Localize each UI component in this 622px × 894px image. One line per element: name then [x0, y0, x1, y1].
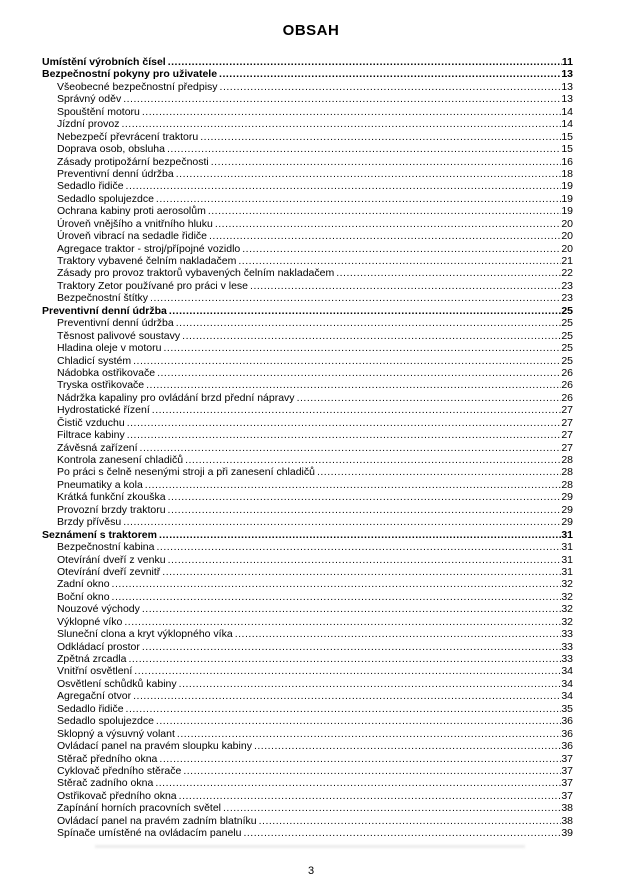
- toc-entry: [42, 56, 573, 68]
- toc-entry: [42, 118, 573, 130]
- toc-entry: [42, 504, 573, 516]
- toc-entry-label: Zapínání horních pracovních světel: [57, 802, 222, 815]
- toc-leader-dots: [223, 802, 561, 814]
- toc-entry-label: Preventivní denní údržba: [57, 317, 174, 330]
- toc-leader-dots: [142, 603, 561, 615]
- toc-entry: [42, 466, 573, 478]
- toc-entry: [42, 143, 573, 155]
- toc-leader-dots: [133, 690, 561, 702]
- toc-entry-label: Preventivní denní údržba: [57, 167, 174, 180]
- toc-entry: [42, 491, 573, 503]
- toc-entry: [42, 131, 573, 143]
- toc-entry-page: 14: [561, 118, 573, 131]
- toc-leader-dots: [211, 156, 562, 168]
- toc-entry: [42, 641, 573, 653]
- toc-leader-dots: [167, 143, 561, 155]
- toc-leader-dots: [150, 292, 561, 304]
- toc-entry-label: Výklopné víko: [57, 615, 123, 628]
- toc-entry-label: Zpětná zrcadla: [57, 653, 127, 665]
- toc-leader-dots: [124, 616, 561, 628]
- toc-entry-page: 27: [561, 441, 573, 454]
- toc-entry-page: 34: [561, 665, 573, 678]
- toc-entry-page: 31: [561, 553, 573, 566]
- toc-entry: [42, 454, 573, 466]
- toc-entry-label: Hladina oleje v motoru: [57, 342, 162, 355]
- toc-entry-page: 26: [561, 391, 573, 404]
- toc-entry-label: Správný oděv: [57, 93, 122, 106]
- toc-entry-label: Seznámení s traktorem: [42, 528, 157, 541]
- toc-entry-label: Cyklovač předního stěrače: [57, 764, 182, 777]
- toc-entry-page: 22: [561, 267, 573, 280]
- toc-entry: [42, 317, 573, 329]
- toc-entry: [42, 106, 573, 118]
- toc-entry-page: 26: [561, 366, 573, 379]
- toc-entry-label: Chladicí systém: [57, 354, 132, 367]
- toc-entry-page: 13: [561, 93, 573, 106]
- toc-entry-label: Bezpečnostní kabina: [57, 541, 155, 554]
- toc-entry-page: 27: [561, 404, 573, 417]
- toc-leader-dots: [156, 715, 561, 727]
- toc-entry-label: Sedadlo řidiče: [57, 180, 124, 193]
- toc-entry-label: Preventivní denní údržba: [42, 304, 167, 317]
- toc-entry-label: Závěsná zařízení: [57, 441, 138, 454]
- toc-entry: [42, 479, 573, 491]
- toc-entry-label: Stěrač předního okna: [57, 752, 158, 765]
- toc-leader-dots: [179, 790, 562, 802]
- toc-entry-label: Spínače umístěné na ovládacím panelu: [57, 827, 242, 840]
- toc-entry: [42, 628, 573, 640]
- toc-leader-dots: [123, 93, 561, 105]
- toc-entry-page: 27: [561, 416, 573, 429]
- toc-entry: [42, 218, 573, 230]
- toc-entry-label: Zadní okno: [57, 578, 110, 591]
- toc-leader-dots: [259, 815, 562, 827]
- toc-entry: [42, 81, 573, 93]
- toc-entry-label: Umístění výrobních čísel: [42, 56, 166, 68]
- toc-entry-label: Filtrace kabiny: [57, 429, 125, 442]
- toc-entry-page: 36: [561, 727, 573, 740]
- toc-list: [42, 56, 573, 840]
- toc-entry: [42, 516, 573, 528]
- toc-leader-dots: [243, 827, 561, 839]
- toc-entry-label: Provozní brzdy traktoru: [57, 503, 166, 516]
- toc-entry: [42, 156, 573, 168]
- toc-entry-label: Ochrana kabiny proti aerosolům: [57, 205, 206, 218]
- toc-entry-page: 38: [561, 802, 573, 815]
- page-number: 3: [307, 865, 315, 877]
- toc-entry: [42, 715, 573, 727]
- toc-entry-label: Doprava osob, obsluha: [57, 143, 165, 156]
- toc-entry-label: Nebezpečí převrácení traktoru: [57, 130, 199, 143]
- toc-leader-dots: [128, 653, 561, 665]
- toc-leader-dots: [159, 753, 561, 765]
- toc-entry-page: 29: [561, 491, 573, 504]
- toc-leader-dots: [185, 454, 561, 466]
- toc-leader-dots: [142, 641, 561, 653]
- toc-leader-dots: [179, 678, 562, 690]
- toc-entry-page: 33: [561, 628, 573, 641]
- toc-entry: [42, 292, 573, 304]
- toc-entry: [42, 305, 573, 317]
- toc-entry-page: 25: [561, 304, 573, 317]
- toc-entry-label: Krátká funkční zkouška: [57, 491, 166, 504]
- toc-leader-dots: [168, 491, 562, 503]
- toc-entry-label: Agregační otvor: [57, 690, 132, 703]
- toc-entry-page: 32: [561, 603, 573, 616]
- toc-entry: [42, 815, 573, 827]
- toc-entry: [42, 765, 573, 777]
- toc-entry-page: 20: [561, 242, 573, 255]
- toc-entry-label: Osvětlení schůdků kabiny: [57, 677, 177, 690]
- toc-entry: [42, 566, 573, 578]
- toc-entry-label: Všeobecné bezpečnostní předpisy: [57, 80, 218, 93]
- toc-entry-page: 15: [561, 143, 573, 156]
- toc-entry: [42, 790, 573, 802]
- toc-entry-label: Ovládací panel na pravém sloupku kabiny: [57, 740, 252, 753]
- toc-entry: [42, 93, 573, 105]
- toc-entry-label: Sedadlo spolujezdce: [57, 715, 154, 728]
- toc-entry-page: 25: [561, 342, 573, 355]
- toc-leader-dots: [133, 355, 561, 367]
- toc-leader-dots: [215, 218, 561, 230]
- toc-entry-page: 23: [561, 279, 573, 292]
- toc-leader-dots: [156, 541, 561, 553]
- toc-entry-label: Zásady protipožární bezpečnosti: [57, 155, 209, 168]
- toc-entry-label: Těsnost palivové soustavy: [57, 329, 181, 342]
- toc-entry-label: Ostřikovač předního okna: [57, 789, 177, 802]
- toc-entry-page: 23: [561, 292, 573, 305]
- toc-entry-label: Sedadlo spolujezdce: [57, 192, 154, 205]
- toc-leader-dots: [123, 516, 561, 528]
- toc-entry: [42, 616, 573, 628]
- toc-entry-page: 14: [561, 105, 573, 118]
- toc-leader-dots: [220, 81, 562, 93]
- toc-entry-label: Hydrostatické řízení: [57, 404, 150, 417]
- toc-leader-dots: [250, 280, 561, 292]
- toc-entry: [42, 230, 573, 242]
- toc-entry: [42, 777, 573, 789]
- toc-entry-page: 28: [561, 478, 573, 491]
- toc-entry: [42, 541, 573, 553]
- toc-entry: [42, 330, 573, 342]
- toc-entry-page: 28: [561, 454, 573, 466]
- toc-entry-label: Po práci s čelně nesenými stroji a při zanesení chladičů: [57, 466, 315, 479]
- toc-entry-page: 26: [561, 379, 573, 392]
- toc-entry: [42, 678, 573, 690]
- toc-entry-label: Odkládací prostor: [57, 640, 140, 653]
- toc-entry-page: 32: [561, 615, 573, 628]
- toc-entry-label: Boční okno: [57, 590, 110, 603]
- toc-entry-page: 20: [561, 217, 573, 230]
- toc-entry: [42, 355, 573, 367]
- toc-leader-dots: [142, 106, 561, 118]
- toc-entry-page: 39: [561, 827, 573, 840]
- toc-entry-page: 32: [561, 590, 573, 603]
- toc-entry-label: Úroveň vibrací na sedadle řidiče: [57, 230, 207, 243]
- toc-leader-dots: [126, 703, 562, 715]
- toc-entry-label: Stěrač zadního okna: [57, 777, 154, 790]
- toc-entry: [42, 802, 573, 814]
- toc-leader-dots: [183, 765, 561, 777]
- toc-entry-label: Kontrola zanesení chladičů: [57, 454, 184, 466]
- toc-entry-page: 19: [561, 205, 573, 218]
- toc-entry-label: Spouštění motoru: [57, 105, 140, 118]
- toc-entry: [42, 193, 573, 205]
- toc-leader-dots: [219, 68, 561, 80]
- toc-leader-dots: [121, 118, 561, 130]
- toc-entry-label: Sedadlo řidiče: [57, 702, 124, 715]
- toc-leader-dots: [168, 56, 562, 68]
- toc-entry: [42, 740, 573, 752]
- toc-entry-page: 36: [561, 740, 573, 753]
- toc-leader-dots: [254, 740, 561, 752]
- toc-entry-page: 29: [561, 516, 573, 529]
- toc-entry: [42, 578, 573, 590]
- toc-entry: [42, 367, 573, 379]
- toc-entry-label: Nádržka kapaliny pro ovládání brzd přední nápravy: [57, 391, 295, 404]
- toc-leader-dots: [168, 504, 562, 516]
- toc-leader-dots: [235, 628, 562, 640]
- toc-entry-page: 37: [561, 777, 573, 790]
- toc-leader-dots: [163, 342, 561, 354]
- toc-entry-label: Tryska ostřikovače: [57, 379, 145, 392]
- toc-entry: [42, 180, 573, 192]
- toc-leader-dots: [336, 267, 561, 279]
- toc-leader-dots: [242, 243, 561, 255]
- toc-entry-label: Agregace traktor - stroj/přípojné vozidlo: [57, 242, 241, 255]
- toc-entry-page: 19: [561, 180, 573, 193]
- toc-entry-label: Zásady pro provoz traktorů vybavených čelním nakladačem: [57, 267, 335, 280]
- toc-entry-page: 15: [561, 130, 573, 143]
- toc-leader-dots: [127, 429, 562, 441]
- toc-entry: [42, 404, 573, 416]
- toc-entry: [42, 728, 573, 740]
- toc-entry: [42, 554, 573, 566]
- toc-leader-dots: [112, 578, 562, 590]
- toc-entry: [42, 591, 573, 603]
- toc-leader-dots: [146, 379, 561, 391]
- toc-entry-page: 21: [561, 255, 573, 267]
- toc-entry-label: Sklopný a výsuvný volant: [57, 727, 175, 740]
- toc-entry-page: 31: [561, 528, 573, 541]
- toc-entry-page: 16: [561, 155, 573, 168]
- toc-entry: [42, 168, 573, 180]
- toc-entry: [42, 243, 573, 255]
- toc-entry-label: Traktory Zetor používané pro práci v lese: [57, 279, 249, 292]
- toc-entry-page: 27: [561, 429, 573, 442]
- toc-leader-dots: [140, 442, 562, 454]
- toc-entry-page: 34: [561, 677, 573, 690]
- toc-leader-dots: [209, 230, 561, 242]
- toc-entry-page: 31: [561, 541, 573, 554]
- toc-entry: [42, 753, 573, 765]
- toc-entry: [42, 255, 573, 267]
- toc-entry-page: 28: [561, 466, 573, 479]
- toc-leader-dots: [208, 205, 561, 217]
- toc-entry: [42, 68, 573, 80]
- toc-leader-dots: [134, 665, 561, 677]
- toc-leader-dots: [126, 180, 562, 192]
- toc-entry-page: 29: [561, 503, 573, 516]
- toc-entry-label: Traktory vybavené čelním nakladačem: [57, 255, 237, 267]
- toc-leader-dots: [159, 529, 561, 541]
- toc-leader-dots: [152, 404, 562, 416]
- toc-entry-label: Čistič vzduchu: [57, 416, 125, 429]
- toc-leader-dots: [162, 566, 561, 578]
- toc-entry-page: 37: [561, 789, 573, 802]
- toc-leader-dots: [112, 591, 562, 603]
- toc-entry: [42, 703, 573, 715]
- toc-entry-label: Nouzové východy: [57, 603, 140, 616]
- toc-entry: [42, 665, 573, 677]
- toc-entry: [42, 342, 573, 354]
- toc-leader-dots: [156, 193, 561, 205]
- toc-entry-label: Vnitřní osvětlení: [57, 665, 133, 678]
- toc-entry-page: 19: [561, 192, 573, 205]
- toc-entry-label: Jízdní provoz: [57, 118, 120, 131]
- toc-leader-dots: [176, 168, 562, 180]
- toc-entry: [42, 280, 573, 292]
- toc-entry: [42, 267, 573, 279]
- toc-entry-page: 25: [561, 354, 573, 367]
- toc-leader-dots: [155, 777, 561, 789]
- toc-entry: [42, 417, 573, 429]
- toc-entry-page: 36: [561, 715, 573, 728]
- toc-entry: [42, 529, 573, 541]
- toc-entry-page: 18: [561, 167, 573, 180]
- toc-entry: [42, 653, 573, 665]
- toc-entry-page: 35: [561, 702, 573, 715]
- toc-entry-page: 11: [561, 56, 573, 68]
- toc-entry-label: Sluneční clona a kryt výklopného víka: [57, 628, 233, 641]
- toc-entry: [42, 603, 573, 615]
- toc-entry-page: 13: [561, 68, 573, 81]
- toc-entry-page: 34: [561, 690, 573, 703]
- toc-entry-page: 37: [561, 752, 573, 765]
- toc-leader-dots: [127, 417, 562, 429]
- toc-entry-page: 20: [561, 230, 573, 243]
- toc-entry-label: Nádobka ostřikovače: [57, 366, 156, 379]
- toc-entry-page: 32: [561, 578, 573, 591]
- toc-entry: [42, 392, 573, 404]
- toc-leader-dots: [157, 367, 561, 379]
- toc-entry: [42, 690, 573, 702]
- toc-leader-dots: [238, 255, 561, 267]
- toc-entry-label: Brzdy přívěsu: [57, 516, 122, 529]
- toc-entry-label: Ovládací panel na pravém zadním blatníku: [57, 814, 257, 827]
- toc-entry-label: Otevírání dveří zevnitř: [57, 565, 161, 578]
- toc-entry-page: 33: [561, 653, 573, 665]
- toc-leader-dots: [297, 392, 562, 404]
- toc-entry-label: Úroveň vnějšího a vnitřního hluku: [57, 217, 213, 230]
- toc-entry-label: Otevírání dveří z venku: [57, 553, 166, 566]
- toc-entry: [42, 429, 573, 441]
- toc-leader-dots: [182, 330, 561, 342]
- toc-entry: [42, 205, 573, 217]
- toc-entry-page: 38: [561, 814, 573, 827]
- toc-entry-label: Pneumatiky a kola: [57, 478, 143, 491]
- toc-leader-dots: [145, 479, 562, 491]
- toc-entry-label: Bezpečnostní pokyny pro uživatele: [42, 68, 218, 81]
- page-title: OBSAH: [282, 22, 340, 39]
- toc-leader-dots: [177, 728, 561, 740]
- toc-entry-page: 13: [561, 80, 573, 93]
- toc-leader-dots: [169, 305, 561, 317]
- toc-entry-page: 31: [561, 565, 573, 578]
- toc-leader-dots: [168, 554, 562, 566]
- toc-entry-label: Bezpečnostní štítky: [57, 292, 149, 305]
- toc-leader-dots: [317, 466, 561, 478]
- toc-entry-page: 37: [561, 764, 573, 777]
- toc-entry-page: 25: [561, 329, 573, 342]
- toc-entry-page: 25: [561, 317, 573, 330]
- toc-leader-dots: [200, 131, 561, 143]
- toc-entry: [42, 379, 573, 391]
- scan-artifact: [95, 845, 525, 848]
- toc-entry: [42, 442, 573, 454]
- toc-entry: [42, 827, 573, 839]
- toc-entry-page: 33: [561, 640, 573, 653]
- toc-leader-dots: [176, 317, 562, 329]
